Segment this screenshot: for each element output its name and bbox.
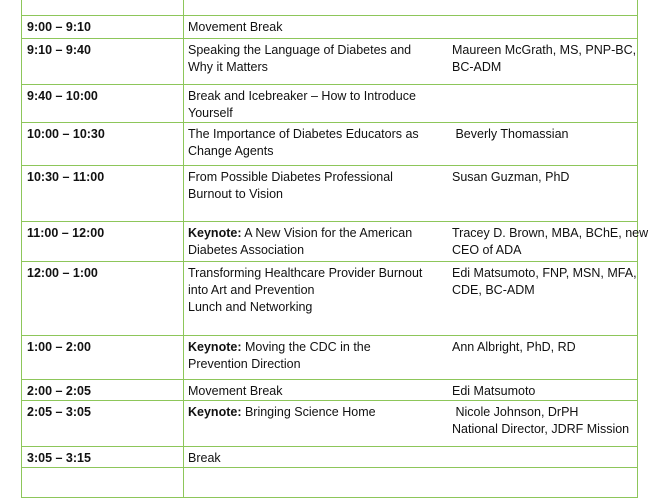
session-title-line: Break and Icebreaker – How to Introduce Yourself [188, 89, 416, 120]
session-time: 1:00 – 2:00 [22, 336, 184, 380]
keynote-label: Keynote: [188, 226, 242, 240]
session-title [184, 401, 449, 447]
speaker [448, 336, 638, 380]
agenda-row [22, 401, 638, 447]
session-title [184, 336, 449, 380]
agenda-row [22, 447, 638, 468]
speaker [448, 16, 638, 39]
session-title [184, 380, 449, 401]
speaker-line: Edi Matsumoto, FNP, MSN, MFA, [452, 266, 637, 280]
speaker [448, 447, 638, 468]
session-title-line: Why it Matters [188, 60, 268, 74]
speaker [448, 262, 638, 336]
session-title-line: Burnout to Vision [188, 187, 283, 201]
speaker-line: CEO of ADA [452, 243, 522, 257]
session-title [184, 468, 449, 498]
speaker [448, 380, 638, 401]
speaker-line: Maureen McGrath, MS, PNP-BC, [452, 43, 637, 57]
speaker [448, 123, 638, 166]
session-time [22, 0, 184, 16]
session-title-line: Diabetes Association [188, 243, 305, 257]
session-title [184, 166, 449, 222]
session-title-line: Speaking the Language of Diabetes and [188, 43, 412, 57]
agenda-row [22, 380, 638, 401]
agenda-row [22, 222, 638, 262]
session-title [184, 85, 449, 123]
session-time: 2:00 – 2:05 [22, 380, 184, 401]
session-title-line: Movement Break [188, 384, 283, 398]
agenda-row [22, 262, 638, 336]
agenda-row [22, 468, 638, 498]
speaker [448, 166, 638, 222]
speaker [448, 85, 638, 123]
speaker [448, 0, 638, 16]
agenda-row [22, 166, 638, 222]
session-time [22, 468, 184, 498]
session-title-text: Bringing Science Home [241, 405, 376, 419]
session-time: 2:05 – 3:05 [22, 401, 184, 447]
speaker [448, 468, 638, 498]
session-title-line: into Art and Prevention [188, 283, 315, 297]
session-title-line [188, 339, 444, 356]
speaker-line: Beverly Thomassian [452, 127, 569, 141]
keynote-label: Keynote: [188, 340, 242, 354]
session-title [184, 16, 449, 39]
agenda-table [21, 0, 649, 498]
agenda-row [22, 16, 638, 39]
agenda-row [22, 0, 638, 16]
session-time: 10:00 – 10:30 [22, 123, 184, 166]
session-title [184, 0, 449, 16]
session-time: 11:00 – 12:00 [22, 222, 184, 262]
agenda-row [22, 123, 638, 166]
session-title-line: Movement Break [188, 20, 283, 34]
speaker-line: Ann Albright, PhD, RD [452, 340, 576, 354]
session-title [184, 123, 449, 166]
speaker [448, 401, 638, 447]
keynote-label: Keynote: [188, 405, 242, 419]
speaker-line: BC-ADM [452, 60, 502, 74]
session-title [184, 447, 449, 468]
session-title [184, 39, 449, 85]
session-time: 10:30 – 11:00 [22, 166, 184, 222]
speaker [448, 39, 638, 85]
session-title-line: Break [188, 451, 221, 465]
speaker-line: CDE, BC-ADM [452, 283, 535, 297]
speaker-line: Tracey D. Brown, MBA, BChE, new [452, 226, 649, 240]
session-title-line: Change Agents [188, 144, 274, 158]
session-time: 12:00 – 1:00 [22, 262, 184, 336]
speaker-line: Edi Matsumoto [452, 384, 536, 398]
session-title-text: A New Vision for the American [241, 226, 413, 240]
session-title-line [188, 225, 444, 242]
session-time: 9:40 – 10:00 [22, 85, 184, 123]
session-title-line [188, 404, 444, 421]
session-title-line: The Importance of Diabetes Educators as [188, 127, 419, 141]
speaker [448, 222, 649, 262]
agenda-row [22, 336, 638, 380]
session-time: 3:05 – 3:15 [22, 447, 184, 468]
session-title-line: Lunch and Networking [188, 300, 313, 314]
session-title-text: Moving the CDC in the [241, 340, 371, 354]
session-title-line: Prevention Direction [188, 357, 301, 371]
session-title-line: Transforming Healthcare Provider Burnout [188, 266, 423, 280]
speaker-line: National Director, JDRF Mission [452, 422, 630, 436]
agenda-row [22, 39, 638, 85]
speaker-line: Nicole Johnson, DrPH [452, 405, 579, 419]
session-time: 9:10 – 9:40 [22, 39, 184, 85]
speaker-line: Susan Guzman, PhD [452, 170, 570, 184]
session-time: 9:00 – 9:10 [22, 16, 184, 39]
session-title [184, 262, 449, 336]
session-title [184, 222, 449, 262]
agenda-row [22, 85, 638, 123]
session-title-line: From Possible Diabetes Professional [188, 170, 393, 184]
agenda-body [22, 0, 649, 498]
